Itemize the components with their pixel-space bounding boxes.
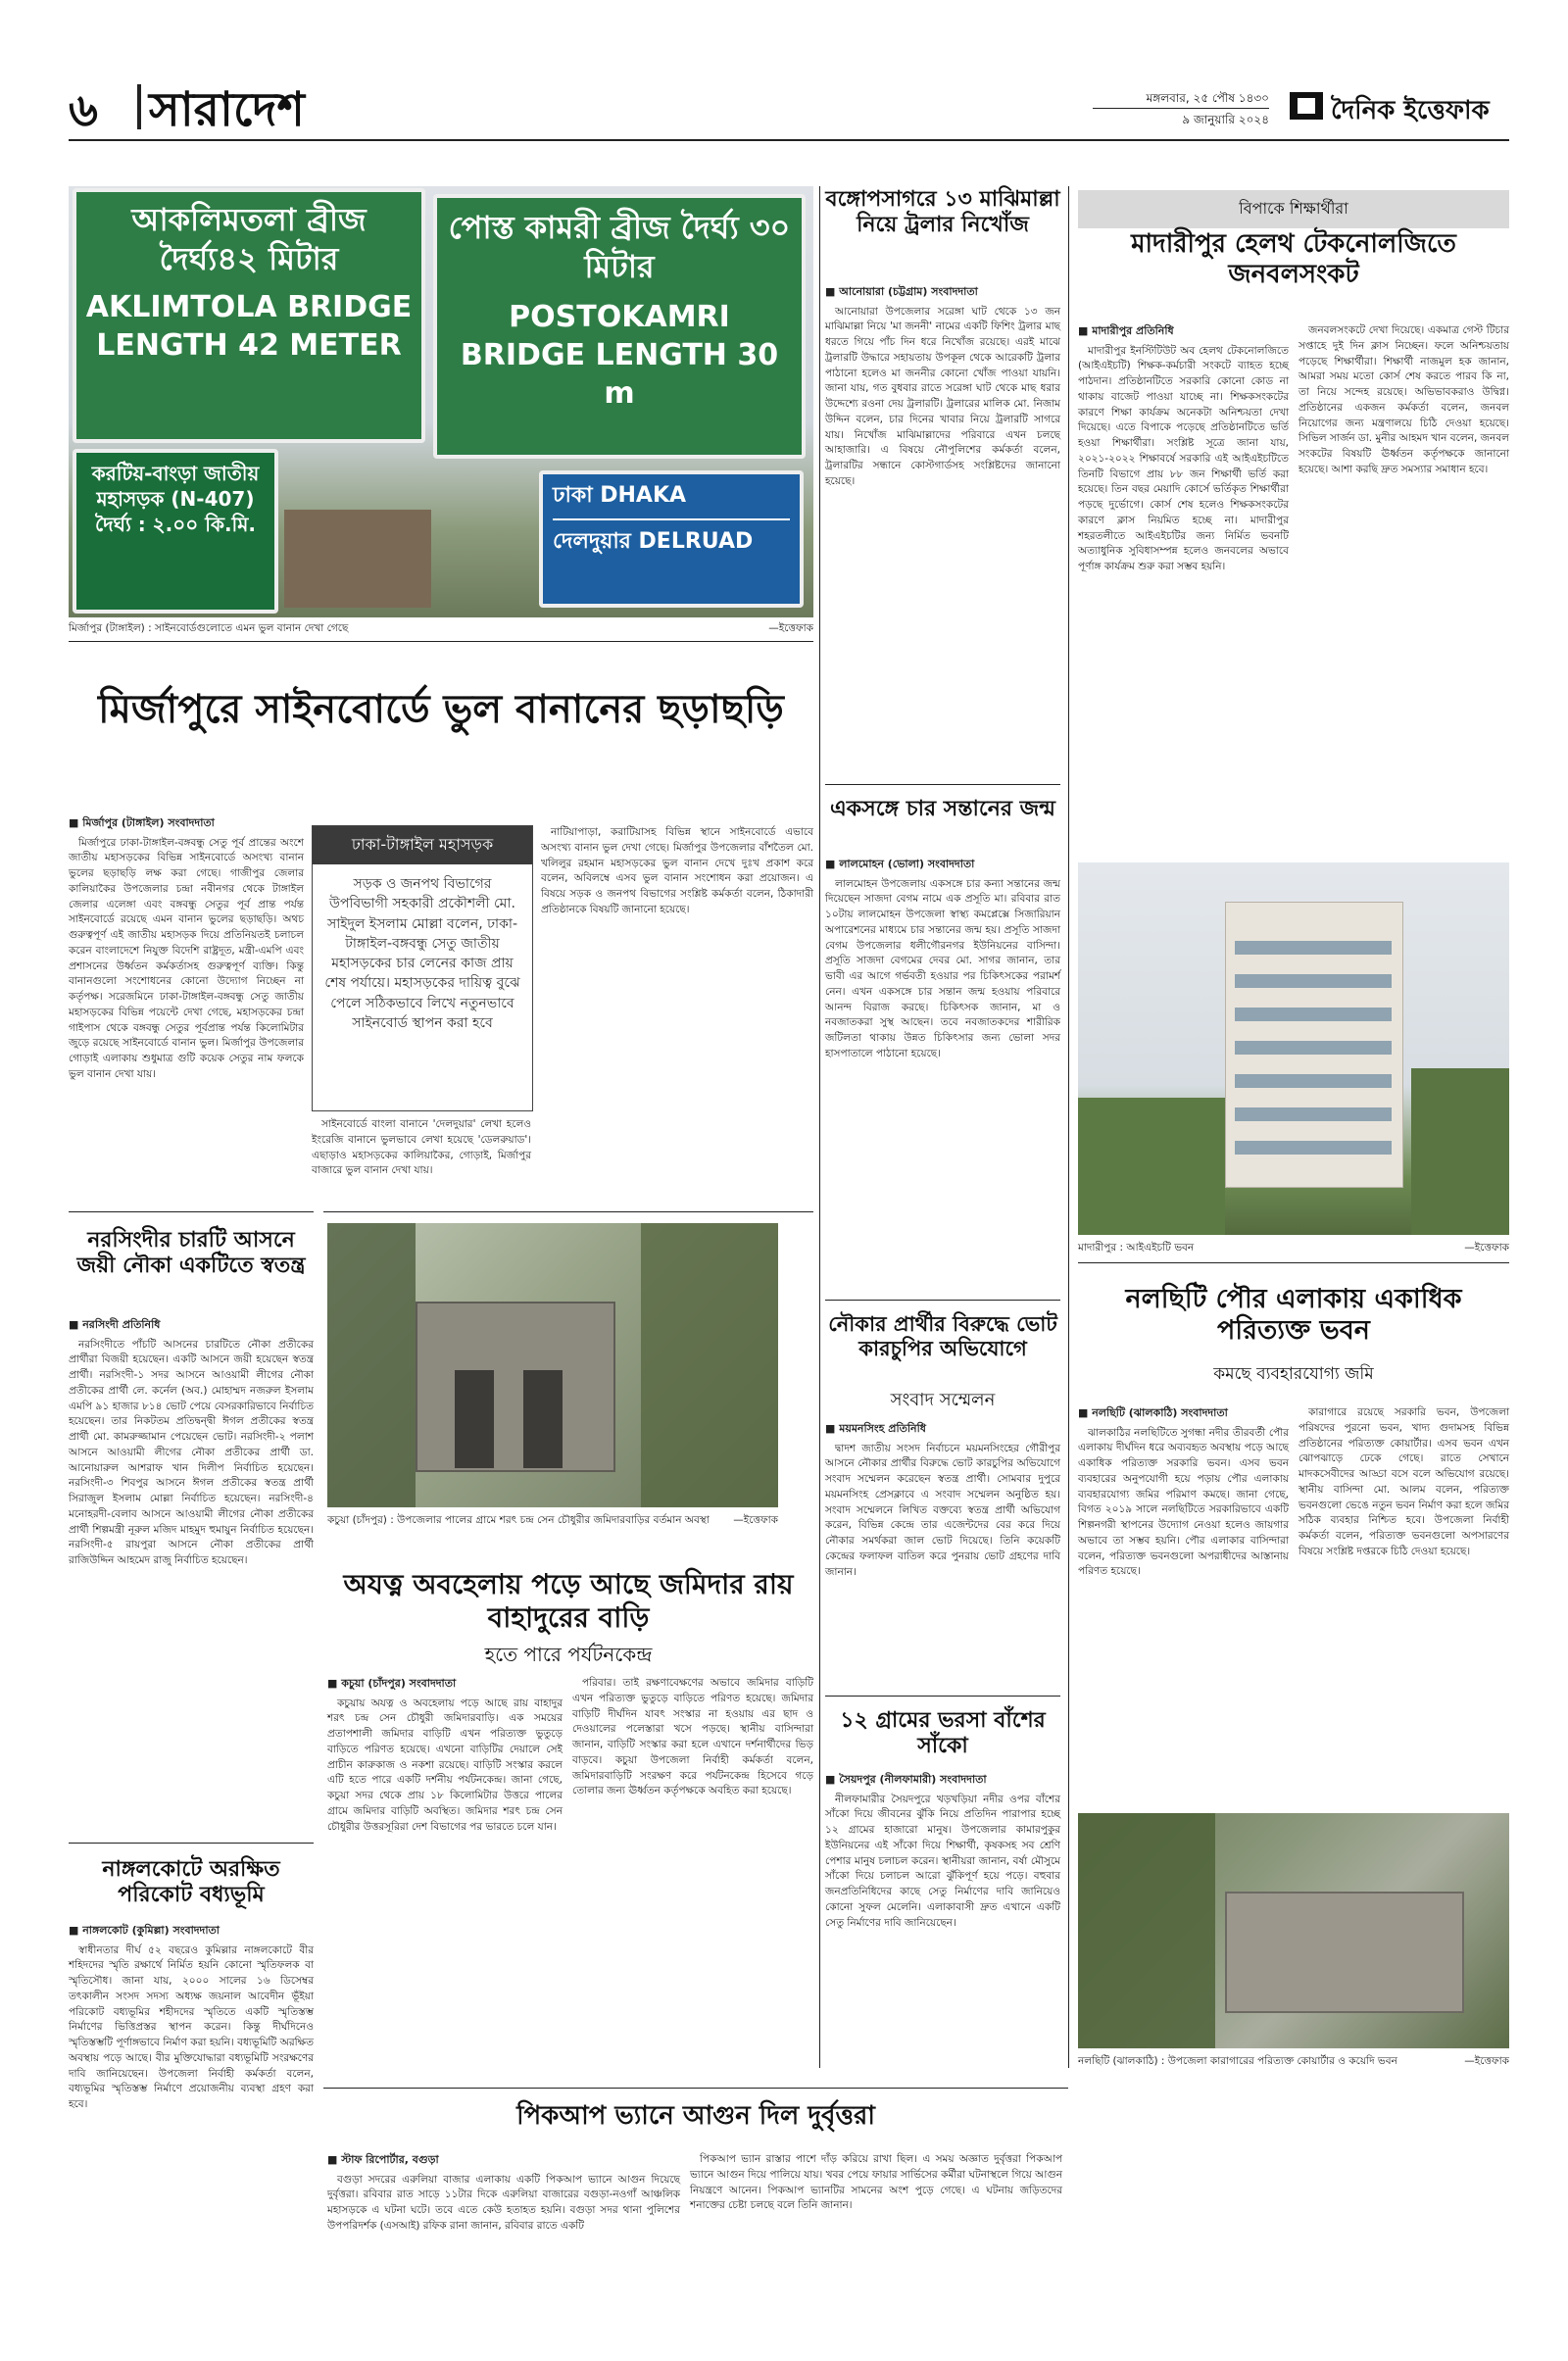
photo-caption-nalchity: নলছিটি (ঝালকাঠি) : উপজেলা কারাগারের পরিত্যক্ত কোয়ার্টার ও কয়েদি ভবন —ইত্তেফাক [1078,2055,1509,2067]
subhead-vote: সংবাদ সম্মেলন [890,1390,996,1410]
photo-caption-ihst: মাদারীপুর : আইএইচটি ভবন —ইত্তেফাক [1078,1242,1509,1254]
article-mirzapur-col3: নাটিয়াপাড়া, করাটিয়াসহ বিভিন্ন স্থানে সাইনবোর্ডে এভাবে অসংখ্য বানান ভুল দেখা গেছে। মির্জাপুর উপজেলার বাঁশতৈল মো. খলিলুর রহমান মহাসড়কের ভুল বানান দেখে দুঃখ প্রকাশ করে বলেন, অবিলম্বে এসব ভুল বানান সংশোধন করা প্রয়োজন। এ বিষয়ে সড়ক ও জনপথ বিভাগের সংশ্লিষ্ট কর্মকর্তা বলেন, ঠিকাদারী প্রতিষ্ঠানকে বিষয়টি জানানো হয়েছে। [541,826,813,915]
article-vote: ■ ময়মনসিংহ প্রতিনিধি দ্বাদশ জাতীয় সংসদ নির্বাচনে ময়মনসিংহের গৌরীপুর আসনে নৌকার প্রার্থীর বিরুদ্ধে ভোট কারচুপির অভিযোগে সংবাদ সম্মেলন করেছেন স্বতন্ত্র প্রার্থী। সোমবার দুপুরে ময়মনসিংহ প্রেসক্লাবে এ সংবাদ সম্মেলন অনুষ্ঠিত হয়। সংবাদ সম্মেলনে লিখিত বক্তব্যে স্বতন্ত্র প্রার্থী অভিযোগ করেন, বিভিন্ন কেন্দ্রে তার এজেন্টদের বের করে দিয়ে নৌকার সমর্থকরা জাল ভোট দিয়েছে। তিনি কয়েকটি কেন্দ্রের ফলাফল বাতিল করে পুনরায় ভোট গ্রহণের দাবি জানান। [825,1421,1060,1582]
kicker-madaripur: বিপাকে শিক্ষার্থীরা [1078,190,1509,228]
headline-narsingdi: নরসিংদীর চারটি আসনে জয়ী নৌকা একটিতে স্বতন্ত্র [76,1227,306,1279]
subhead-zamindar: হতে পারে পর্যটনকেন্দ্র [484,1643,653,1666]
article-quadruplets: ■ লালমোহন (ভোলা) সংবাদদাতা লালমোহন উপজেলায় একসঙ্গে চার কন্যা সন্তানের জন্ম দিয়েছেন সাজদা বেগম নামে এক প্রসূতি মা। রবিবার রাত ১০টায় লালমোহন উপজেলা স্বাস্থ্য কমপ্লেক্সে সিজারিয়ান অপারেশনের মাধ্যমে চার সন্তানের জন্ম হয়। প্রসূতি সাজদা বেগম উপজেলার ধলীগৌরনগর ইউনিয়নের বাসিন্দা। প্রসূতি সাজদা বেগমের দেবর মো. সাগর জানান, তার ভাবী এর আগে গর্ভবতী হওয়ার পর চিকিৎসকের পরামর্শ নেন। এখন একসঙ্গে চার সন্তান জন্ম হওয়ায় পরিবারে আনন্দ বিরাজ করছে। চিকিৎসক জানান, মা ও নবজাতকরা সুস্থ আছেন। তবে নবজাতকদের শারীরিক জটিলতা থাকায় উন্নত চিকিৎসার জন্য ভোলা সদর হাসপাতালে পাঠানো হয়েছে। [825,857,1060,1064]
headline-vote: নৌকার প্রার্থীর বিরুদ্ধে ভোট কারচুপির অভিযোগে [828,1311,1057,1361]
article-pickup-col2: পিকআপ ভ্যান রাস্তার পাশে দাঁড় করিয়ে রাখা ছিল। এ সময় অজ্ঞাত দুর্বৃত্তরা পিকআপ ভ্যানে আগুন দিয়ে পালিয়ে যায়। খবর পেয়ে ফায়ার সার্ভিসের কর্মীরা ঘটনাস্থলে গিয়ে আগুন নিয়ন্ত্রণে আনেন। পিকআপ ভ্যানটির সামনের অংশ পুড়ে গেছে। এ ঘটনায় জড়িতদের শনাক্তের চেষ্টা চলছে বলে তিনি জানান। [690,2153,1062,2212]
article-pickup-col1: ■ স্টাফ রিপোর্টার, বগুড়া বগুড়া সদরের এরুলিয়া বাজার এলাকায় একটি পিকআপ ভ্যানে আগুন দিয়েছে দুর্বৃত্তরা। রবিবার রাত সাড়ে ১১টার দিকে এরুলিয়া বাজারের বগুড়া-নওগাঁ আঞ্চলিক মহাসড়কে এ ঘটনা ঘটে। তবে এতে কেউ হতাহত হয়নি। বগুড়া সদর থানা পুলিশের উপপরিদর্শক (এসআই) রফিক রানা জানান, রবিবার রাতে একটি [327,2152,680,2237]
pull-quote-box [312,825,533,1111]
zamindar-house-photo [327,1223,778,1507]
headline-bamboo: ১২ গ্রামের ভরসা বাঁশের সাঁকো [840,1707,1046,1759]
article-madaripur-col2: জনবলসংকটে দেখা দিয়েছে। একমাত্র গেস্ট টিচার সপ্তাহে দুই দিন ক্লাস নিচ্ছেন। ফলে অনিশ্চয়তায় পড়েছে শিক্ষার্থীরা। শিক্ষার্থী নাজমুল হক জানান, আমরা সময় মতো কোর্স শেষ করতে পারব কি না, তা নিয়ে সন্দেহ রয়েছে। অভিভাবকরাও উদ্বিগ্ন। প্রতিষ্ঠানের একজন কর্মকর্তা বলেন, জনবল নিয়োগের জন্য মন্ত্রণালয়ে চিঠি দেওয়া হয়েছে। সিভিল সার্জন ডা. মুনীর আহমদ খান বলেন, জনবল সংকটের বিষয়টি ঊর্ধ্বতন কর্তৃপক্ষকে জানানো হয়েছে। আশা করছি দ্রুত সমস্যার সমাধান হবে। [1298,324,1509,475]
ihst-building-photo [1078,862,1509,1235]
article-zamindar-col1: ■ কচুয়া (চাঁদপুর) সংবাদদাতা কচুয়ায় অযত্ন ও অবহেলায় পড়ে আছে রায় বাহাদুর শরৎ চন্দ্র সেন চৌধুরী জমিদারবাড়ি। এক সময়ের প্রতাপশালী জমিদার বাড়িটি এখন পরিত্যক্ত ভুতুড়ে বাড়িতে পরিণত হয়েছে। এখনো বাড়িটির দেয়ালে সেই প্রাচীন কারুকাজ ও নকশা রয়েছে। বাড়িটি সংস্কার করলে এটি হতে পারে একটি দর্শনীয় পর্যটনকেন্দ্র। জানা গেছে, কচুয়া সদর থেকে প্রায় ১৮ কিলোমিটার উত্তরে পালের গ্রামে জমিদার বাড়িটি অবস্থিত। জমিদার শরৎ চন্দ্র সেন চৌধুরীর উত্তরসূরিরা দেশ বিভাগের পর ভারতে চলে যান। [327,1676,563,1837]
article-nangalkot: ■ নাঙ্গলকোট (কুমিল্লা) সংবাদদাতা স্বাধীনতার দীর্ঘ ৫২ বছরেও কুমিল্লার নাঙ্গলকোটে বীর শহিদদের স্মৃতি রক্ষার্থে নির্মিত হয়নি কোনো স্মৃতিফলক বা স্মৃতিসৌধ। জানা যায়, ২০০০ সালের ১৬ ডিসেম্বর তৎকালীন সংসদ সদস্য অধ্যক্ষ জয়নাল আবেদীন ভূঁইয়া পরিকোট বধ্যভূমির শহীদদের স্মৃতিতে একটি স্মৃতিস্তম্ভ নির্মাণের ভিত্তিপ্রস্তর স্থাপন করেন। কিন্তু দীর্ঘদিনেও স্মৃতিস্তম্ভটি পূর্ণাঙ্গভাবে নির্মাণ করা হয়নি। বধ্যভূমিটি অরক্ষিত অবস্থায় পড়ে আছে। বীর মুক্তিযোদ্ধারা বধ্যভূমিটি সংরক্ষণের দাবি জানিয়েছেন। উপজেলা নির্বাহী কর্মকর্তা বলেন, বধ্যভূমির স্মৃতিস্তম্ভ নির্মাণে প্রয়োজনীয় ব্যবস্থা গ্রহণ করা হবে। [69,1923,314,2115]
photo-caption-zamindar: কচুয়া (চাঁদপুর) : উপজেলার পালের গ্রামে শরৎ চন্দ্র সেন চৌধুরীর জমিদারবাড়ির বর্তমান অবস্থা —ইত্তেফাক [327,1514,778,1526]
article-nalchity-col1: ■ নলছিটি (ঝালকাঠি) সংবাদদাতা ঝালকাঠির নলছিটিতে সুগন্ধা নদীর তীরবর্তী পৌর এলাকায় দীর্ঘদিন ধরে অব্যবহৃত অবস্থায় পড়ে আছে একাধিক পরিত্যক্ত সরকারি ভবন। এসব ভবন ব্যবহারের অনুপযোগী হয়ে পড়ায় পৌর এলাকায় ব্যবহারযোগ্য জমির পরিমাণ কমছে। জানা গেছে, বিগত ২০১৯ সালে নলছিটিতে সরকারিভাবে একটি শিল্পনগরী স্থাপনের উদ্যোগ নেওয়া হলেও জায়গার অভাবে তা সম্ভব হয়নি। পৌর এলাকার বাসিন্দারা বলেন, পরিত্যক্ত ভবনগুলো অপরাধীদের আস্তানায় পরিণত হয়েছে। [1078,1405,1289,1582]
headline-madaripur: মাদারীপুর হেলথ টেকনোলজিতে জনবলসংকট [1131,229,1456,290]
date-bn: মঙ্গলবার, ২৫ পৌষ ১৪৩০ [1146,91,1269,105]
article-bamboo: ■ সৈয়দপুর (নীলফামারী) সংবাদদাতা নীলফামারীর সৈয়দপুরে খড়খড়িয়া নদীর ওপর বাঁশের সাঁকো দিয়ে জীবনের ঝুঁকি নিয়ে প্রতিদিন পারাপার হচ্ছে ১২ গ্রামের হাজারো মানুষ। উপজেলার কামারপুকুর ইউনিয়নের এই সাঁকো দিয়ে শিক্ষার্থী, কৃষকসহ সব শ্রেণি পেশার মানুষ চলাচল করেন। স্থানীয়রা জানান, বর্ষা মৌসুমে সাঁকো দিয়ে চলাচল আরো ঝুঁকিপূর্ণ হয়ে পড়ে। বহুবার জনপ্রতিনিধিদের কাছে সেতু নির্মাণের দাবি জানিয়েও কোনো সুফল মেলেনি। এলাকাবাসী দ্রুত এখানে একটি সেতু নির্মাণের দাবি জানিয়েছেন। [825,1772,1060,1933]
article-mirzapur-col1: ■ মির্জাপুর (টাঙ্গাইল) সংবাদদাতা মির্জাপুরে ঢাকা-টাঙ্গাইল-বঙ্গবন্ধু সেতু পূর্ব প্রান্তের অংশে জাতীয় মহাসড়কের বিভিন্ন সাইনবোর্ডে অসংখ্য বানান ভুলের ছড়াছড়ি লক্ষ করা গেছে। গাজীপুর জেলার কালিয়াকৈর উপজেলার চন্দ্রা নবীনগর থেকে টাঙ্গাইল জেলার এলেঙ্গা এবং বঙ্গবন্ধু সেতুর পূর্ব প্রান্ত পর্যন্ত সাইনবোর্ডে রয়েছে এমন বানান ভুলের ছড়াছড়ি। অথচ গুরুত্বপূর্ণ এই জাতীয় মহাসড়ক দিয়ে প্রতিনিয়তই চলাচল করেন বাংলাদেশে নিযুক্ত বিদেশি রাষ্ট্রদূত, মন্ত্রী-এমপি এবং প্রশাসনের উর্ধ্বতন কর্মকর্তাসহ গুরুত্বপূর্ণ ব্যক্তি। কিন্তু বানানগুলো সংশোধনের কোনো উদ্যোগ নিচ্ছেন না কর্তৃপক্ষ। সরেজমিনে ঢাকা-টাঙ্গাইল-বঙ্গবন্ধু সেতু জাতীয় মহাসড়কের বিভিন্ন পয়েন্টে দেখা গেছে, মহাসড়কের চন্দ্রা গাইপাস থেকে বঙ্গবন্ধু সেতুর পূর্বপ্রান্ত পর্যন্ত কিলোমিটার জুড়ে রয়েছে সাইনবোর্ডে বানান ভুল। মির্জাপুর উপজেলার গোড়াই এলাকায় শুধুমাত্র গুটি কয়েক সেতুর নাম ফলকে ভুল বানান দেখা যায়। [69,815,304,1085]
headline-mirzapur: মির্জাপুরে সাইনবোর্ডে ভুল বানানের ছড়াছড়ি [98,686,784,732]
date-en: ৯ জানুয়ারি ২০২৪ [1182,113,1269,126]
subhead-nalchity: কমছে ব্যবহারযোগ্য জমি [1213,1364,1374,1384]
photo-caption-1: মির্জাপুর (টাঙ্গাইল) : সাইনবোর্ডগুলোতে এমন ভুল বানান দেখা গেছে —ইত্তেফাক [69,622,813,634]
headline-zamindar: অযত্ন অবহেলায় পড়ে আছে জমিদার রায় বাহাদুরের বাড়ি [343,1568,794,1634]
section-title: সারাদেশ [149,82,305,137]
header-divider [137,84,141,129]
headline-pickup: পিকআপ ভ্যানে আগুন দিল দুর্বৃত্তরা [516,2101,875,2131]
headline-nalchity: নলছিটি পৌর এলাকায় একাধিক পরিত্যক্ত ভবন [1125,1284,1462,1347]
page-number: ৬ [69,83,98,136]
headline-nangalkot: নাঙ্গলকোটে অরক্ষিত পরিকোট বধ্যভূমি [102,1856,280,1908]
headline-quadruplets: একসঙ্গে চার সন্তানের জন্ম [830,796,1055,821]
brand-logo [1284,84,1509,127]
pull-quote-title: ঢাকা-টাঙ্গাইল মহাসড়ক [313,826,532,864]
brand-name: দৈনিক ইত্তেফাক [1331,96,1490,125]
article-zamindar-col2: পরিবার। তাই রক্ষণাবেক্ষণের অভাবে জমিদার বাড়িটি এখন পরিত্যক্ত ভুতুড়ে বাড়িতে পরিণত হয়েছে। জমিদার বাড়িটি দীর্ঘদিন যাবৎ সংস্কার না হওয়ায় এর ছাদ ও দেওয়ালের পলেস্তারা খসে পড়ছে। স্থানীয় বাসিন্দারা জানান, বাড়িটি সংস্কার করা হলে এখানে দর্শনার্থীদের ভিড় বাড়বে। কচুয়া উপজেলা নির্বাহী কর্মকর্তা বলেন, জমিদারবাড়িটি সংরক্ষণ করে পর্যটনকেন্দ্র হিসেবে গড়ে তোলার জন্য ঊর্ধ্বতন কর্তৃপক্ষকে অবহিত করা হয়েছে। [572,1677,813,1797]
article-trawler: ■ আনোয়ারা (চট্টগ্রাম) সংবাদদাতা আনোয়ারা উপজেলার সরেঙ্গা ঘাট থেকে ১৩ জন মাঝিমাল্লা নিয়ে 'মা জননী' নামের একটি ফিশিং ট্রলার মাছ ধরতে গিয়ে পাঁচ দিন ধরে নিখোঁজ রয়েছে। এরই মাঝে ট্রলারটি উদ্ধারে সহায়তায় উপকূল থেকে আরেকটি ট্রলার পাঠানো হলেও মা জননীর কোনো খোঁজ পাওয়া যায়নি। জানা যায়, গত বুধবার রাতে সরেঙ্গা ঘাট থেকে মাছ ধরার উদ্দেশ্যে রওনা দেয় ট্রলারটি। ট্রলারের মালিক মো. নিজাম উদ্দিন বলেন, চার দিনের খাবার নিয়ে ট্রলারটি সাগরে যায়। নিখোঁজ মাঝিমাল্লাদের পরিবারে এখন চলছে আহাজারি। এ বিষয়ে নৌপুলিশের কর্মকর্তা বলেন, ট্রলারটির সন্ধানে কোস্টগার্ডসহ সংশ্লিষ্টদের জানানো হয়েছে। [825,284,1060,492]
article-madaripur-col1: ■ মাদারীপুর প্রতিনিধি মাদারীপুর ইনস্টিটিউট অব হেলথ টেকনোলজিতে (আইএইচটি) শিক্ষক-কর্মচারী সংকটে ব্যাহত হচ্ছে পাঠদান। প্রতিষ্ঠানটিতে সরকারি কোনো কোড না থাকায় বাজেট পাওয়া যাচ্ছে না। শিক্ষকসংকটের কারণে শিক্ষা কার্যক্রম অনেকটা অনিশ্চয়তা দেখা দিয়েছে। এতে বিপাকে পড়েছে প্রতিষ্ঠানটিতে ভর্তি হওয়া শিক্ষার্থীরা। সংশ্লিষ্ট সূত্রে জানা যায়, ২০২১-২০২২ শিক্ষাবর্ষে সরকারি এই আইএইচটিতে তিনটি বিভাগে প্রায় ৮৮ জন শিক্ষার্থী ভর্তি করা হয়েছে। তিন বছর মেয়াদি কোর্সে ভর্তিকৃত শিক্ষার্থীরা পড়ছে দুর্ভোগে। কোর্স শেষ হলেও শিক্ষকসংকটের কারণে ক্লাস নিয়মিত হচ্ছে না। মাদারীপুর শহরতলীতে আইএইচটির জন্য নির্মিত ভবনটি অত্যাধুনিক সুবিধাসম্পন্ন হলেও জনবলের অভাবে পূর্ণাঙ্গ কার্যক্রম শুরু করা সম্ভব হয়নি। [1078,323,1289,577]
header-rule [69,139,1509,141]
article-nalchity-col2: কারাগারে রয়েছে সরকারি ভবন, উপজেলা পরিষদের পুরনো ভবন, খাদ্য গুদামসহ বিভিন্ন প্রতিষ্ঠানের পরিত্যক্ত কোয়ার্টার। এসব ভবন এখন ঝোপঝাড়ে ঢেকে গেছে। রাতে সেখানে মাদকসেবীদের আড্ডা বসে বলে অভিযোগ রয়েছে। স্থানীয় বাসিন্দা মো. আলম বলেন, পরিত্যক্ত ভবনগুলো ভেঙে নতুন ভবন নির্মাণ করা হলে জমির সঠিক ব্যবহার নিশ্চিত হবে। উপজেলা নির্বাহী কর্মকর্তা বলেন, পরিত্যক্ত ভবনগুলো অপসারণের বিষয়ে সংশ্লিষ্ট দপ্তরকে চিঠি দেওয়া হয়েছে। [1298,1406,1509,1557]
signboards-photo: আকলিমতলা ব্রীজ দৈর্ঘ্য৪২ মিটার AKLIMTOLA BRIDGE LENGTH 42 METER পোস্ত কামরী ব্রীজ দৈর্ঘ্য ৩০ মিটার POSTOKAMRI BRIDGE LENGTH 30 m করটিয়-বাংড়া জাতীয় মহাসড়ক (N-407) দৈর্ঘ্য : ২.০০ কি.মি. ঢাকা DHAKA দেলদুয়ার DELRUAD [69,186,813,617]
abandoned-building-photo [1078,1813,1509,2048]
pull-quote-text: সড়ক ও জনপথ বিভাগের উপবিভাগী সহকারী প্রকৌশলী মো. সাইদুল ইসলাম মোল্লা বলেন, ঢাকা-টাঙ্গাইল-বঙ্গবন্ধু সেতু জাতীয় মহাসড়কের চার লেনের কাজ প্রায় শেষ পর্যায়ে। মহাসড়কের দায়িত্ব বুঝে পেলে সঠিকভাবে লিখে নতুনভাবে সাইনবোর্ড স্থাপন করা হবে [324,876,520,1032]
headline-trawler: বঙ্গোপসাগরে ১৩ মাঝিমাল্লা নিয়ে ট্রলার নিখোঁজ [825,186,1060,238]
article-narsingdi: ■ নরসিংদী প্রতিনিধি নরসিংদীতে পাঁচটি আসনের চারটিতে নৌকা প্রতীকের প্রার্থীরা বিজয়ী হয়েছেন। একটি আসনে জয়ী হয়েছেন স্বতন্ত্র প্রার্থী। নরসিংদী-১ সদর আসনে আওয়ামী লীগের নৌকা প্রতীকের প্রার্থী লে. কর্নেল (অব.) মোহাম্মদ নজরুল ইসলাম এমপি ৯১ হাজার ৮১৪ ভোট পেয়ে বেসরকারিভাবে নির্বাচিত হয়েছেন। তার নিকটতম প্রতিদ্বন্দ্বী ঈগল প্রতীকের স্বতন্ত্র প্রার্থী মো. কামরুজ্জামান পেয়েছেন ভোট। নরসিংদী-২ পলাশ আসনে আওয়ামী লীগের নৌকা প্রতীকের প্রার্থী ডা. আনোয়ারুল আশরাফ খান দিলীপ নির্বাচিত হয়েছেন। নরসিংদী-৩ শিবপুর আসনে ঈগল প্রতীকের স্বতন্ত্র প্রার্থী সিরাজুল ইসলাম মোল্লা নির্বাচিত হয়েছেন। নরসিংদী-৪ মনোহরদী-বেলাব আসনে আওয়ামী লীগের নৌকা প্রতীকের প্রার্থী শিল্পমন্ত্রী নূরুল মজিদ মাহমুদ হুমায়ুন নির্বাচিত হয়েছেন। নরসিংদী-৫ রায়পুরা আসনে নৌকা প্রতীকের প্রার্থী রাজিউদ্দিন আহমেদ রাজু নির্বাচিত হয়েছেন। [69,1317,314,1571]
article-mirzapur-col2: সাইনবোর্ডে বাংলা বানানে 'দেলদুয়ার' লেখা হলেও ইংরেজি বানানে ভুলভাবে লেখা হয়েছে 'ডেলরুয়াড'। এছাড়াও মহাসড়কের কালিয়াকৈর, গোড়াই, মির্জাপুর বাজারে ভুল বানান দেখা যায়। [312,1118,531,1177]
